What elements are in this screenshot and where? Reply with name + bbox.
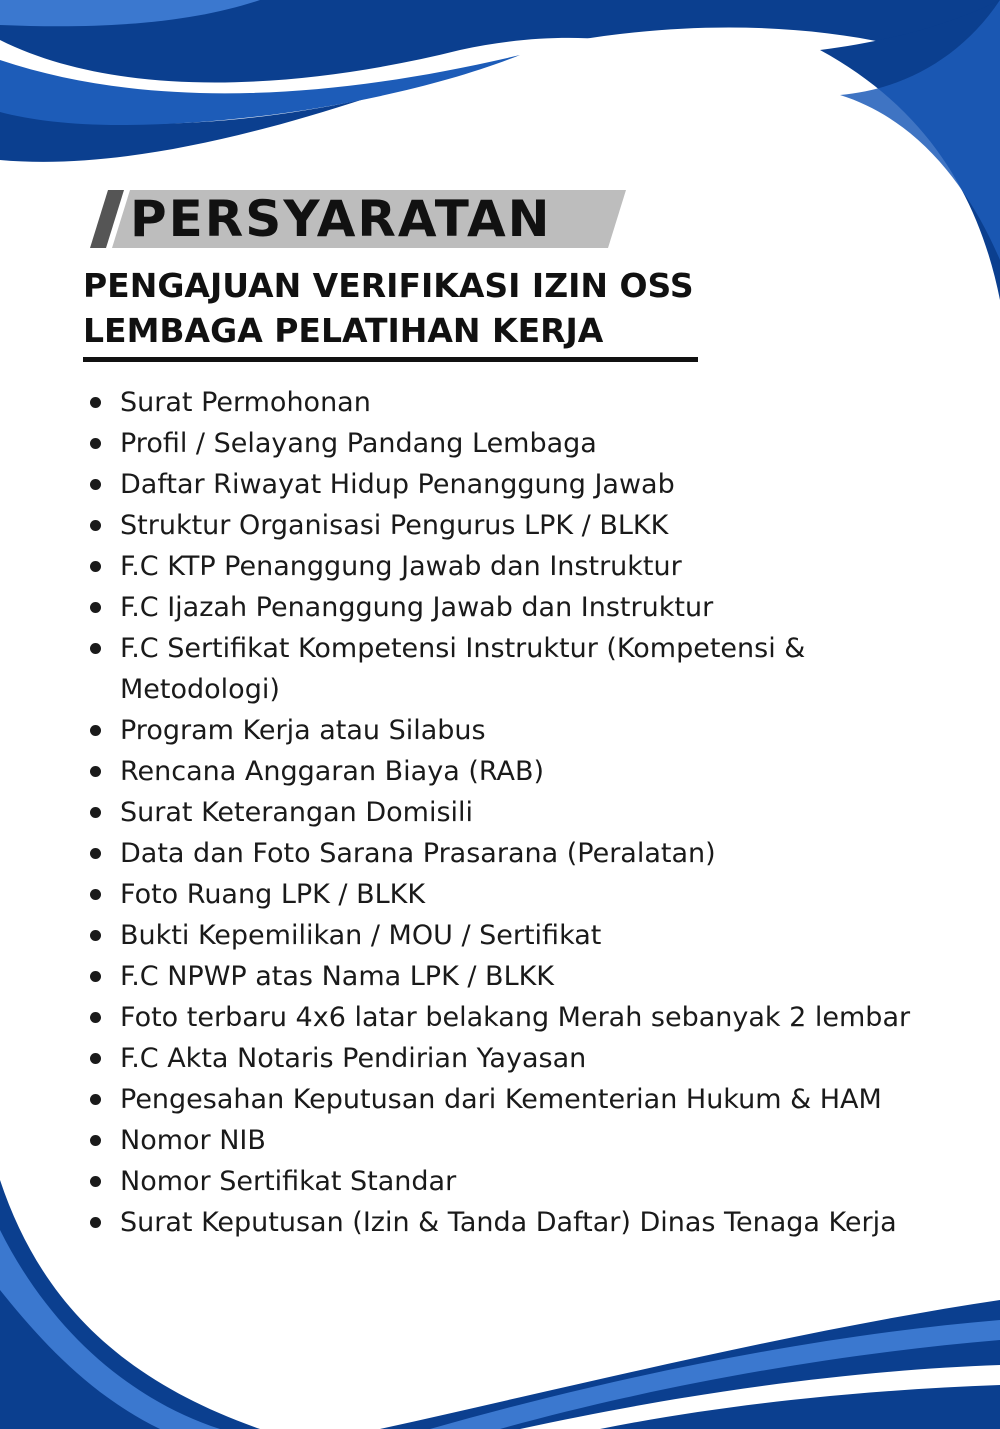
bullet-icon [90, 766, 101, 777]
list-item: Rencana Anggaran Biaya (RAB) [85, 751, 955, 792]
list-item: Surat Permohonan [85, 382, 955, 423]
list-item: Nomor Sertifikat Standar [85, 1161, 955, 1202]
subtitle [83, 263, 723, 353]
title-banner [86, 190, 626, 248]
subtitle-line-1: PENGAJUAN VERIFIKASI IZIN OSS [83, 266, 694, 305]
list-item: Pengesahan Keputusan dari Kementerian Hukum & HAM [85, 1079, 955, 1120]
list-item: Surat Keputusan (Izin & Tanda Daftar) Dinas Tenaga Kerja [85, 1202, 955, 1243]
bullet-icon [90, 848, 101, 859]
list-item: Daftar Riwayat Hidup Penanggung Jawab [85, 464, 955, 505]
bullet-icon [90, 1135, 101, 1146]
list-item: F.C Akta Notaris Pendirian Yayasan [85, 1038, 955, 1079]
bullet-icon [90, 889, 101, 900]
subtitle-line-2: LEMBAGA PELATIHAN KERJA [83, 311, 604, 350]
bullet-icon [90, 643, 101, 654]
list-item: Program Kerja atau Silabus [85, 710, 955, 751]
list-item: Data dan Foto Sarana Prasarana (Peralatan) [85, 833, 955, 874]
list-item: Foto Ruang LPK / BLKK [85, 874, 955, 915]
bullet-icon [90, 602, 101, 613]
list-item: Nomor NIB [85, 1120, 955, 1161]
bullet-icon [90, 971, 101, 982]
bullet-icon [90, 1094, 101, 1105]
page-title: PERSYARATAN [130, 190, 552, 248]
bullet-icon [90, 725, 101, 736]
list-item: Bukti Kepemilikan / MOU / Sertifikat [85, 915, 955, 956]
subtitle-underline [83, 357, 698, 362]
bullet-icon [90, 930, 101, 941]
list-item: F.C Sertifikat Kompetensi Instruktur (Kompetensi & Metodologi) [85, 628, 955, 710]
bullet-icon [90, 561, 101, 572]
bullet-icon [90, 1217, 101, 1228]
list-item: F.C NPWP atas Nama LPK / BLKK [85, 956, 955, 997]
list-item: F.C Ijazah Penanggung Jawab dan Instruktur [85, 587, 955, 628]
bullet-icon [90, 438, 101, 449]
bullet-icon [90, 1053, 101, 1064]
requirements-list [85, 382, 955, 1243]
bullet-icon [90, 1176, 101, 1187]
list-item: Struktur Organisasi Pengurus LPK / BLKK [85, 505, 955, 546]
list-item: Foto terbaru 4x6 latar belakang Merah sebanyak 2 lembar [85, 997, 955, 1038]
bullet-icon [90, 397, 101, 408]
bullet-icon [90, 1012, 101, 1023]
list-item: F.C KTP Penanggung Jawab dan Instruktur [85, 546, 955, 587]
list-item: Surat Keterangan Domisili [85, 792, 955, 833]
list-item: Profil / Selayang Pandang Lembaga [85, 423, 955, 464]
bullet-icon [90, 807, 101, 818]
bullet-icon [90, 479, 101, 490]
bullet-icon [90, 520, 101, 531]
